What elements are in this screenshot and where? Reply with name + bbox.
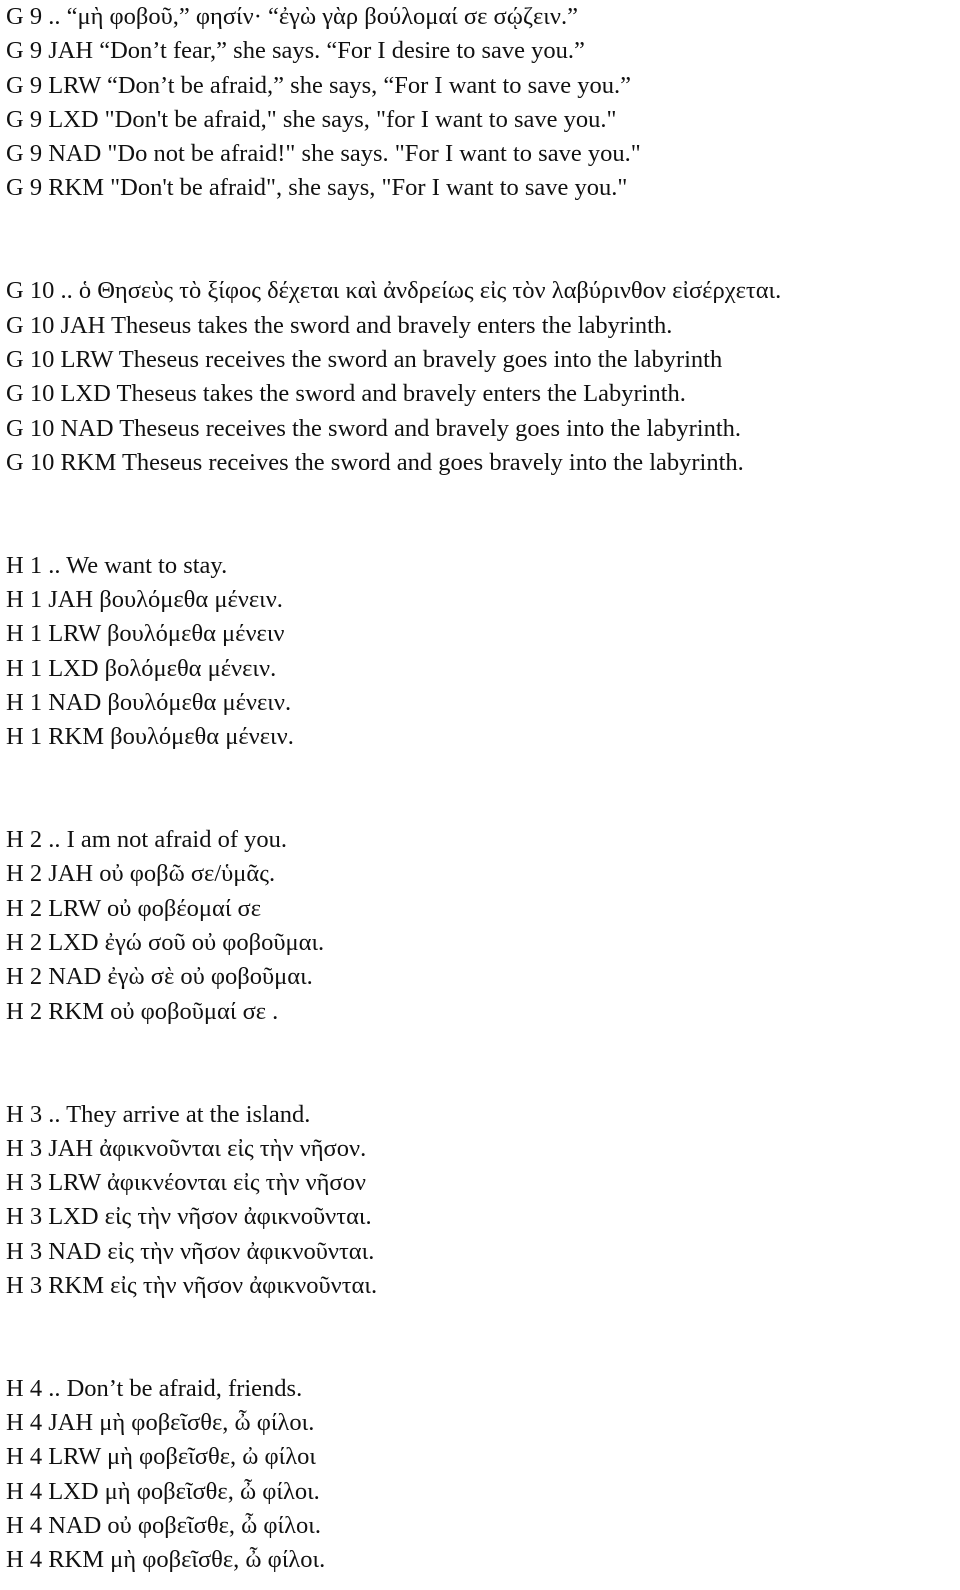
entry-line-source: G 9 .. “μὴ φοβοῦ,” φησίν· “ἐγὼ γὰρ βούλομαί σε σῴζειν.”: [6, 3, 578, 30]
entry-line-lrw: H 3 LRW ἀφικνέονται εἰς τὴν νῆσον: [6, 1169, 366, 1197]
entry-line-lrw: H 1 LRW βουλόμεθα μένειν: [6, 620, 285, 648]
entry-line-jah: H 2 JAH οὐ φοβῶ σε/ὑμᾶς.: [6, 860, 276, 888]
entry-line-nad: H 4 NAD οὐ φοβεῖσθε, ὦ φίλοι.: [6, 1512, 321, 1540]
entry-line-lrw: G 10 LRW Theseus receives the sword an bravely goes into the labyrinth: [6, 345, 723, 373]
entry-line-jah: G 9 JAH “Don’t fear,” she says. “For I desire to save you.”: [6, 37, 585, 65]
entry-block-h3: [6, 1098, 956, 1304]
entry-line-rkm: H 2 RKM οὐ φοβοῦμαί σε .: [6, 997, 279, 1025]
entry-block-g9: [6, 0, 956, 206]
block-spacer: [6, 480, 956, 549]
translation-document: [6, 0, 956, 1578]
entry-line-nad: G 10 NAD Theseus receives the sword and bravely goes into the labyrinth.: [6, 414, 742, 442]
entry-line-jah: H 4 JAH μὴ φοβεῖσθε, ὦ φίλοι.: [6, 1409, 315, 1437]
entry-line-jah: G 10 JAH Theseus takes the sword and bravely enters the labyrinth.: [6, 311, 673, 339]
entry-line-rkm: H 3 RKM εἰς τὴν νῆσον ἀφικνοῦνται.: [6, 1271, 378, 1299]
block-spacer: [6, 755, 956, 824]
entry-line-lxd: G 10 LXD Theseus takes the sword and bravely enters the Labyrinth.: [6, 380, 686, 408]
entry-block-h4: [6, 1372, 956, 1578]
entry-line-nad: H 2 NAD ἐγὼ σὲ οὐ φοβοῦμαι.: [6, 963, 313, 991]
entry-block-g10: [6, 274, 956, 480]
block-spacer: [6, 1303, 956, 1372]
entry-line-lxd: H 2 LXD ἐγώ σοῦ οὐ φοβοῦμαι.: [6, 929, 325, 957]
entry-line-jah: H 3 JAH ἀφικνοῦνται εἰς τὴν νῆσον.: [6, 1134, 367, 1162]
entry-line-lrw: H 4 LRW μὴ φοβεῖσθε, ὠ φίλοι: [6, 1443, 316, 1471]
entry-line-source: H 2 .. I am not afraid of you.: [6, 826, 287, 854]
entry-block-h2: [6, 823, 956, 1029]
entry-line-rkm: G 10 RKM Theseus receives the sword and goes bravely into the labyrinth.: [6, 448, 744, 476]
entry-line-lxd: H 1 LXD βολόμεθα μένειν.: [6, 654, 277, 682]
entry-line-rkm: H 4 RKM μὴ φοβεῖσθε, ὦ φίλοι.: [6, 1546, 326, 1574]
entry-line-nad: G 9 NAD "Do not be afraid!" she says. "For I want to save you.": [6, 140, 641, 168]
entry-line-source: H 3 .. They arrive at the island.: [6, 1100, 311, 1128]
entry-line-lrw: G 9 LRW “Don’t be afraid,” she says, “For I want to save you.”: [6, 71, 632, 99]
entry-line-lxd: H 4 LXD μὴ φοβεῖσθε, ὦ φίλοι.: [6, 1477, 320, 1505]
entry-line-source: H 1 .. We want to stay.: [6, 551, 228, 579]
entry-line-nad: H 3 NAD εἰς τὴν νῆσον ἀφικνοῦνται.: [6, 1237, 375, 1265]
entry-line-jah: H 1 JAH βουλόμεθα μένειν.: [6, 586, 283, 614]
entry-line-lxd: G 9 LXD "Don't be afraid," she says, "for I want to save you.": [6, 105, 617, 133]
entry-line-lrw: H 2 LRW οὐ φοβέομαί σε: [6, 894, 262, 922]
block-spacer: [6, 1029, 956, 1098]
entry-line-lxd: H 3 LXD εἰς τὴν νῆσον ἀφικνοῦνται.: [6, 1203, 372, 1231]
entry-line-rkm: H 1 RKM βουλόμεθα μένειν.: [6, 723, 294, 751]
entry-line-rkm: G 9 RKM "Don't be afraid", she says, "For I want to save you.": [6, 174, 628, 202]
block-spacer: [6, 206, 956, 275]
entry-line-nad: H 1 NAD βουλόμεθα μένειν.: [6, 688, 292, 716]
entry-line-source: G 10 .. ὁ Θησεὺς τὸ ξίφος δέχεται καὶ ἀνδρείως εἰς τὸν λαβύρινθον εἰσέρχεται.: [6, 277, 782, 305]
entry-block-h1: [6, 549, 956, 755]
entry-line-source: H 4 .. Don’t be afraid, friends.: [6, 1374, 303, 1402]
